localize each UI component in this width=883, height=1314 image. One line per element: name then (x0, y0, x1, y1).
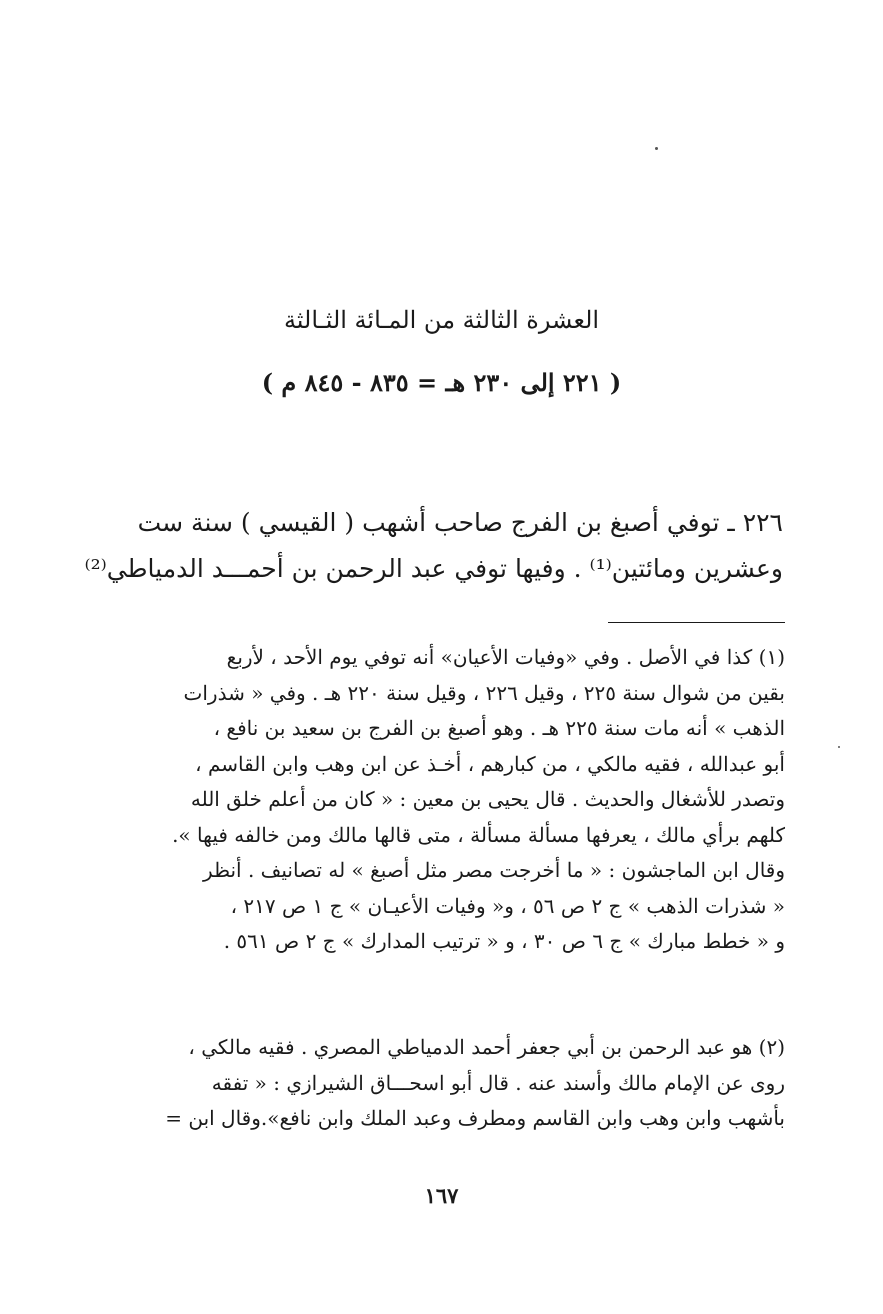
footnote-line: روى عن الإمام مالك وأسند عنه . قال أبو اسحـــاق الشيرازي : « تفقه (211, 1070, 785, 1095)
footnote-separator (608, 622, 785, 623)
section-date-range: ( ٢٢١ إلى ٢٣٠ هـ = ٨٣٥ - ٨٤٥ م ) (261, 368, 622, 397)
footnote-1 (108, 640, 785, 960)
footnote-line: بقين من شوال سنة ٢٢٥ ، وقيل ٢٢٦ ، وقيل سنة ٢٢٠ هـ . وفي « شذرات (183, 680, 785, 705)
section-title: العشرة الثالثة من المـائة الثـالثة (283, 306, 600, 334)
footnote-line: (١) كذا في الأصل . وفي «وفيات الأعيان» أنه توفي يوم الأحد ، لأربع (226, 645, 785, 669)
main-text (84, 500, 783, 592)
footnote-line: وقال ابن الماجشون : « ما أخرجت مصر مثل أصبغ » له تصانيف . أنظر (203, 858, 785, 882)
main-text-line: وعشرين ومائتين⁽¹⁾ . وفيها توفي عبد الرحمن بن أحمـــد الدمياطي⁽²⁾ (84, 554, 783, 583)
footnote-line: وتصدر للأشغال والحديث . قال يحيى بن معين : « كان من أعلم خلق الله (190, 787, 785, 811)
footnote-line: و « خطط مبارك » ج ٦ ص ٣٠ ، و « ترتيب المدارك » ج ٢ ص ٥٦١ . (223, 929, 785, 953)
footnote-line: « شذرات الذهب » ج ٢ ص ٥٦ ، و« وفيات الأعيـان » ج ١ ص ٢١٧ ، (230, 893, 785, 918)
page-number: ١٦٧ (424, 1183, 459, 1208)
footnote-line: كلهم برأي مالك ، يعرفها مسألة مسألة ، متى قالها مالك ومن خالفه فيها ». (172, 822, 785, 847)
main-text-line: ٢٢٦ ـ توفي أصبغ بن الفرج صاحب أشهب ( القيسي ) سنة ست (137, 508, 783, 537)
footnote-line: (٢) هو عبد الرحمن بن أبي جعفر أحمد الدمياطي المصري . فقيه مالكي ، (188, 1035, 785, 1059)
footnote-line: بأشهب وابن وهب وابن القاسم ومطرف وعبد الملك وابن نافع».وقال ابن = (165, 1106, 785, 1130)
scan-speck (838, 746, 840, 748)
footnote-2 (108, 1030, 785, 1137)
scan-speck (655, 147, 658, 150)
footnote-line: الذهب » أنه مات سنة ٢٢٥ هـ . وهو أصبغ بن الفرج بن سعيد بن نافع ، (213, 716, 785, 740)
footnote-line: أبو عبدالله ، فقيه مالكي ، من كبارهم ، أخـذ عن ابن وهب وابن القاسم ، (195, 751, 785, 776)
